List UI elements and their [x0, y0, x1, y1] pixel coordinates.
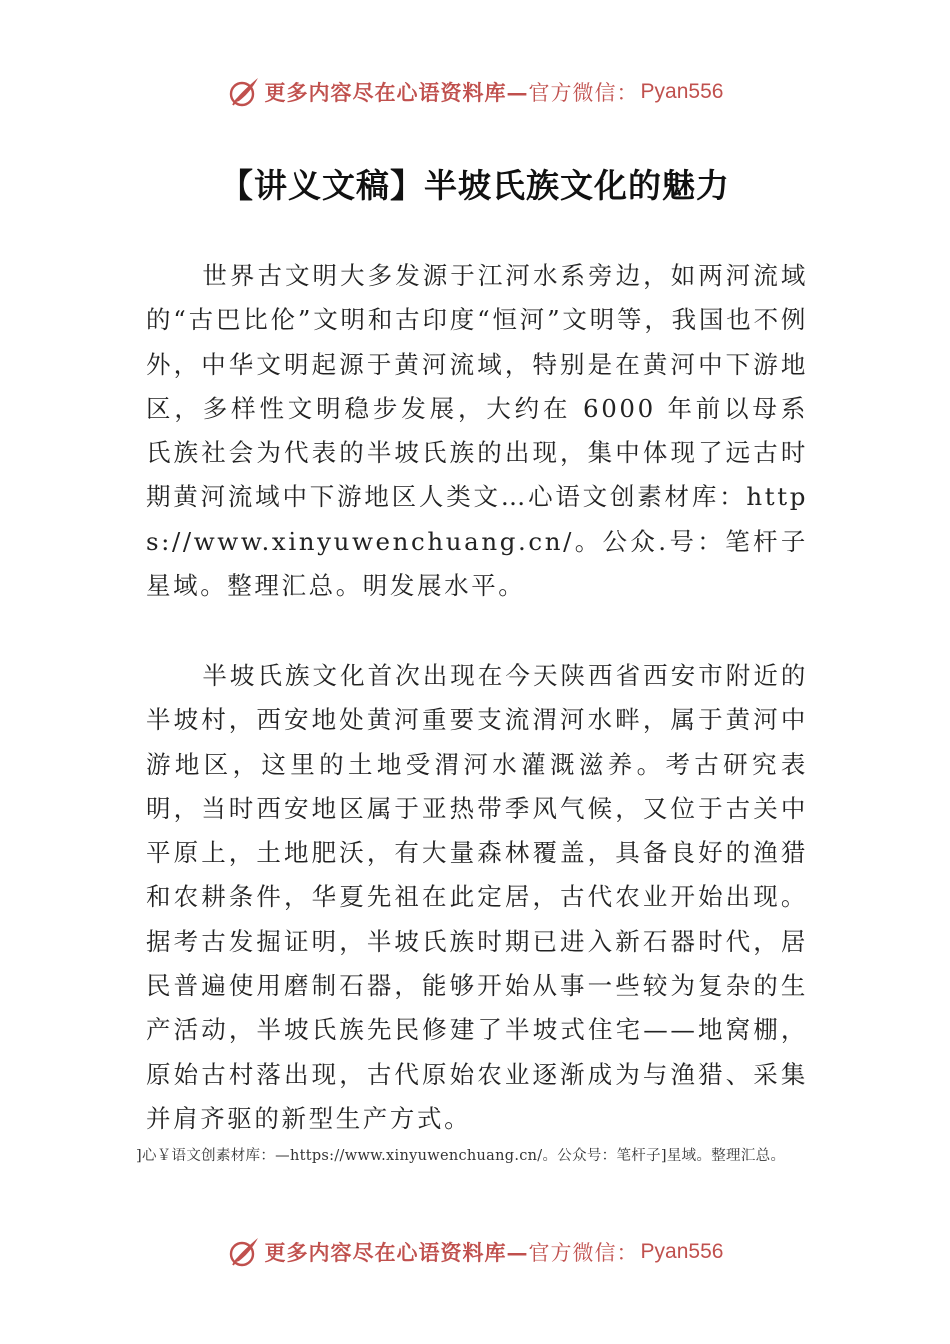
- banner-text: 更多内容尽在心语资料库—: [264, 1240, 529, 1265]
- paragraph-1: 世界古文明大多发源于江河水系旁边，如两河流域的“古巴比伦”文明和古印度“恒河”文明等，我国也不例外，中华文明起源于黄河流域，特别是在黄河中下游地区，多样性文明稳步发展，大约在 6000 年前以母系氏族社会为代表的半坡氏族的出现，集中体现了远古时期黄河流域中下游地区人类文…心语文创素材库：https://www.xinyuwenchuang.cn/。公众.号：笔杆子星域。整理汇总。明发展水平。: [146, 261, 808, 601]
- banner-wechat-label: 官方微信：: [528, 81, 639, 105]
- document-title: 【讲义文稿】半坡氏族文化的魅力: [220, 166, 730, 205]
- header-banner: [0, 72, 950, 112]
- banner-wechat-id: Pyan556: [640, 80, 724, 103]
- footer-banner: [0, 1232, 950, 1272]
- quill-logo-icon: [227, 75, 261, 109]
- paragraph-2: 半坡氏族文化首次出现在今天陕西省西安市附近的半坡村，西安地处黄河重要支流渭河水畔，属于黄河中游地区，这里的土地受渭河水灌溉滋养。考古研究表明，当时西安地区属于亚热带季风气候，又位于古关中平原上，土地肥沃，有大量森林覆盖，具备良好的渔猎和农耕条件，华夏先祖在此定居，古代农业开始出现。据考古发掘证明，半坡氏族时期已进入新石器时代，居民普遍使用磨制石器，能够开始从事一些较为复杂的生产活动，半坡氏族先民修建了半坡式住宅——地窝棚，原始古村落出现，古代原始农业逐渐成为与渔猎、采集并肩齐驱的新型生产方式。: [146, 661, 808, 1133]
- banner-wechat-id: Pyan556: [640, 1240, 724, 1263]
- banner-text: 更多内容尽在心语资料库—: [264, 80, 529, 105]
- banner-wechat-label: 官方微信：: [528, 1241, 639, 1265]
- footnote: ]心￥语文创素材库：—https://www.xinyuwenchuang.cn/。公众号：笔杆子]星域。整理汇总。: [136, 1148, 786, 1164]
- quill-logo-icon: [227, 1235, 261, 1269]
